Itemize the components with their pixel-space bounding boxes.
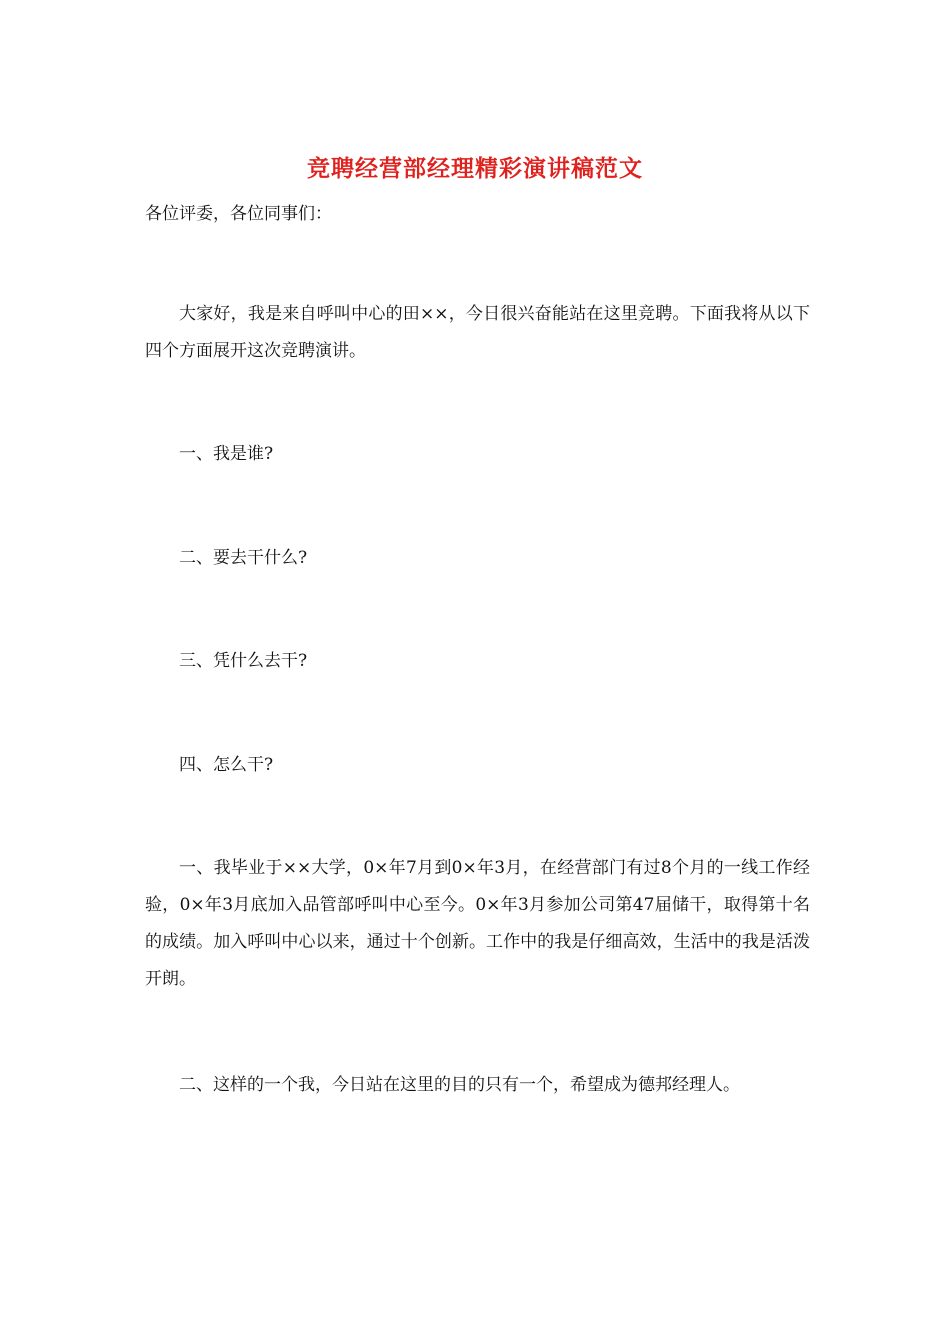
section-one-paragraph: 一、我毕业于××大学，0×年7月到0×年3月，在经营部门有过8个月的一线工作经验，0×年3月底加入品管部呼叫中心至今。0×年3月参加公司第47届储干，取得第十名的成绩。加入呼叫中心以来，通过十个创新。工作中的我是仔细高效，生活中的我是活泼开朗。 bbox=[145, 858, 810, 989]
outline-item-1: 一、我是谁? bbox=[179, 444, 274, 464]
section-two-paragraph: 二、这样的一个我，今日站在这里的目的只有一个，希望成为德邦经理人。 bbox=[179, 1075, 740, 1095]
salutation: 各位评委，各位同事们： bbox=[145, 204, 332, 224]
document-title: 竞聘经营部经理精彩演讲稿范文 bbox=[307, 155, 643, 182]
outline-item-2: 二、要去干什么? bbox=[179, 548, 308, 568]
outline-item-3: 三、凭什么去干? bbox=[179, 651, 308, 671]
intro-paragraph: 大家好，我是来自呼叫中心的田××，今日很兴奋能站在这里竞聘。下面我将从以下四个方面展开这次竞聘演讲。 bbox=[145, 304, 810, 361]
outline-item-4: 四、怎么干? bbox=[179, 755, 274, 775]
